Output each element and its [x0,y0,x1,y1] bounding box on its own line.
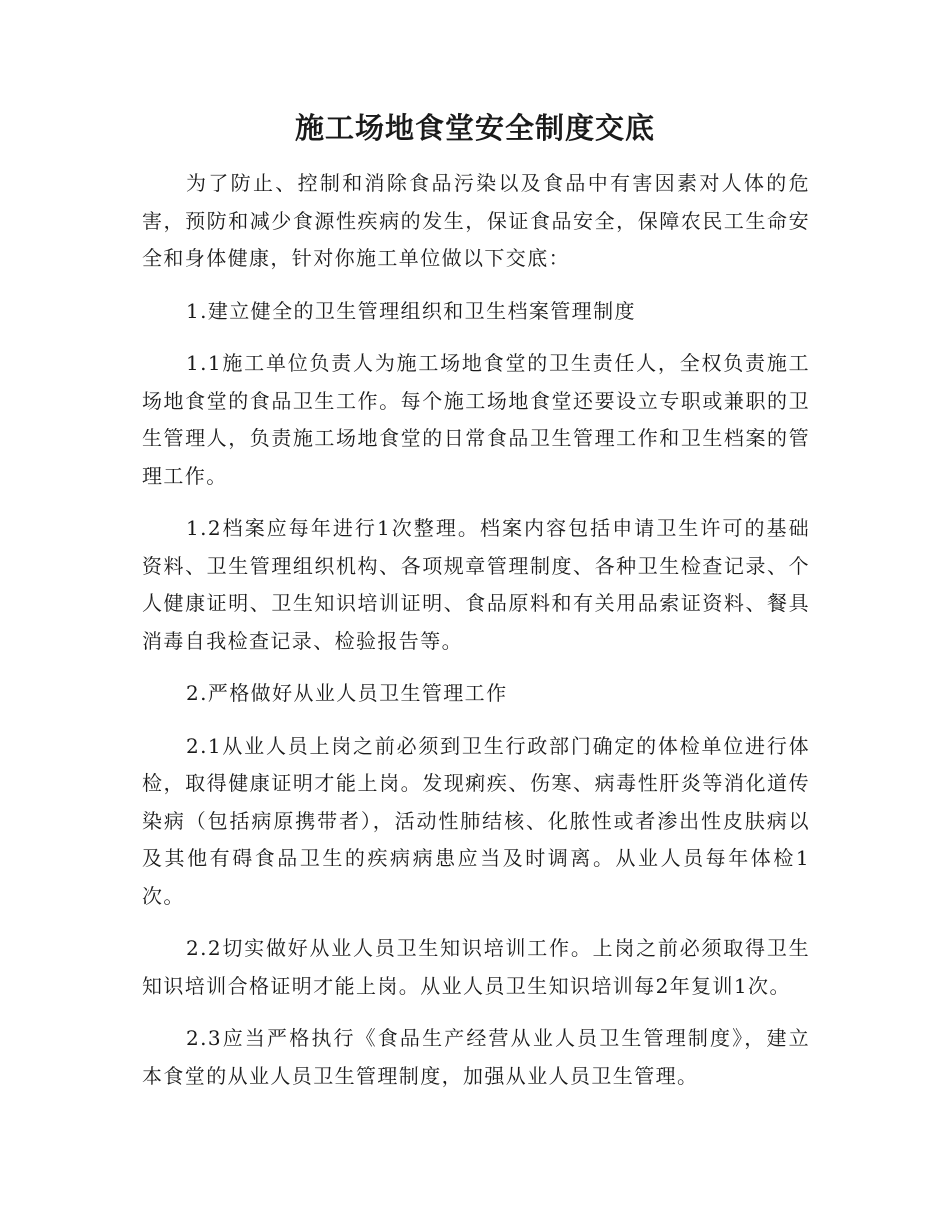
clause-2-3: 2.3应当严格执行《食品生产经营从业人员卫生管理制度》，建立本食堂的从业人员卫生管理制度，加强从业人员卫生管理。 [142,1026,810,1088]
section-heading-2: 2.严格做好从业人员卫生管理工作 [186,681,508,705]
clause-1-2: 1.2档案应每年进行1次整理。档案内容包括申请卫生许可的基础资料、卫生管理组织机构、各项规章管理制度、各种卫生检查记录、个人健康证明、卫生知识培训证明、食品原料和有关用品索证资料、餐具消毒自我检查记录、检验报告等。 [142,516,810,653]
clause-1-1: 1.1施工单位负责人为施工场地食堂的卫生责任人，全权负责施工场地食堂的食品卫生工作。每个施工场地食堂还要设立专职或兼职的卫生管理人，负责施工场地食堂的日常食品卫生管理工作和卫生档案的管理工作。 [142,351,810,488]
document-body [142,165,810,1095]
clause-2-1: 2.1从业人员上岗之前必须到卫生行政部门确定的体检单位进行体检，取得健康证明才能上岗。发现痢疾、伤寒、病毒性肝炎等消化道传染病（包括病原携带者），活动性肺结核、化脓性或者渗出性皮肤病以及其他有碍食品卫生的疾病病患应当及时调离。从业人员每年体检1次。 [142,733,810,908]
clause-2-2: 2.2切实做好从业人员卫生知识培训工作。上岗之前必须取得卫生知识培训合格证明才能上岗。从业人员卫生知识培训每2年复训1次。 [142,936,810,998]
intro-paragraph: 为了防止、控制和消除食品污染以及食品中有害因素对人体的危害，预防和减少食源性疾病的发生，保证食品安全，保障农民工生命安全和身体健康，针对你施工单位做以下交底： [142,171,810,270]
document-title: 施工场地食堂安全制度交底 [294,111,655,145]
section-heading-1: 1.建立健全的卫生管理组织和卫生档案管理制度 [186,298,636,323]
